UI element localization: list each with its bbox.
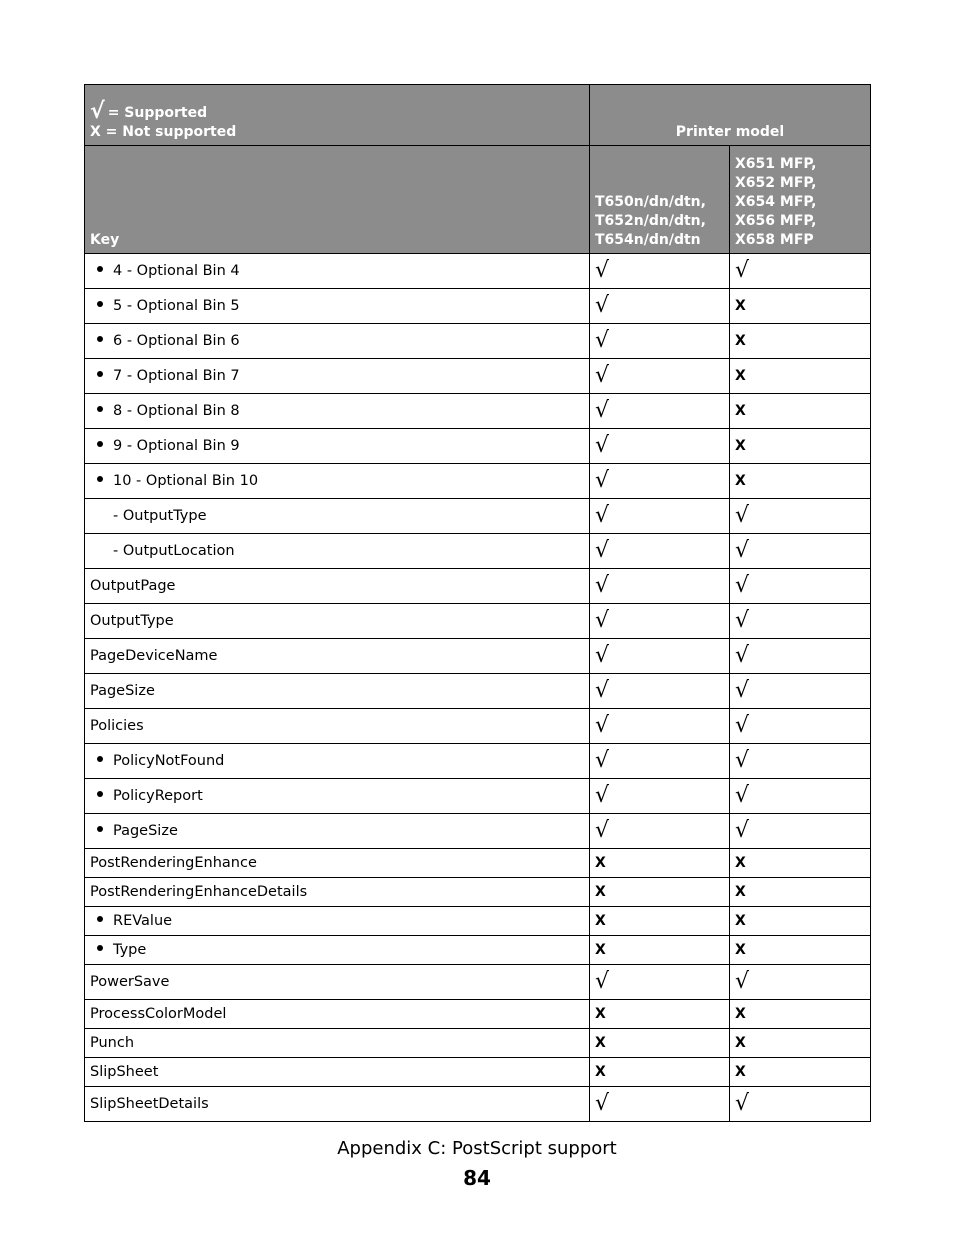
row-key-label: PageSize — [90, 683, 155, 699]
model-a-support-cell — [590, 849, 730, 878]
row-key-label: SlipSheet — [90, 1064, 159, 1080]
model-a-support-cell — [590, 965, 730, 1000]
table-row — [85, 394, 871, 429]
table-body — [85, 254, 871, 1122]
x-icon: X — [735, 942, 746, 958]
x-icon: X — [595, 1064, 606, 1080]
model-b-support-cell — [730, 965, 871, 1000]
table-row — [85, 464, 871, 499]
check-icon: √ — [595, 573, 610, 598]
bullet-icon — [97, 945, 103, 951]
model-a-support-cell — [590, 604, 730, 639]
model-a-support-cell — [590, 779, 730, 814]
row-key-label: OutputType — [90, 613, 174, 629]
legend-supported-label: = Supported — [107, 105, 208, 121]
model-b-support-cell — [730, 289, 871, 324]
row-key — [85, 878, 590, 907]
x-icon: X — [595, 913, 606, 929]
check-icon: √ — [735, 748, 750, 773]
check-icon: √ — [735, 818, 750, 843]
model-a-line: T650n/dn/dtn, — [595, 194, 706, 210]
model-b-support-cell — [730, 1029, 871, 1058]
row-key — [85, 936, 590, 965]
model-a-line: T654n/dn/dtn — [595, 232, 701, 248]
row-key — [85, 779, 590, 814]
row-key-label: Punch — [90, 1035, 135, 1051]
table-row — [85, 289, 871, 324]
model-b-support-cell — [730, 779, 871, 814]
check-icon: √ — [595, 643, 610, 668]
bullet-icon — [97, 406, 103, 412]
table-row — [85, 1000, 871, 1029]
bullet-icon — [97, 791, 103, 797]
table-row — [85, 779, 871, 814]
row-key — [85, 604, 590, 639]
check-icon: √ — [735, 969, 750, 994]
model-b-header — [730, 146, 871, 254]
row-key — [85, 1000, 590, 1029]
row-key — [85, 1029, 590, 1058]
check-icon: √ — [595, 1091, 610, 1116]
row-key — [85, 674, 590, 709]
check-icon: √ — [735, 573, 750, 598]
support-table — [84, 84, 871, 1122]
x-icon: X — [735, 333, 746, 349]
x-icon: X — [595, 855, 606, 871]
bullet-icon — [97, 336, 103, 342]
model-b-support-cell — [730, 936, 871, 965]
row-key — [85, 965, 590, 1000]
check-icon: √ — [595, 748, 610, 773]
table-row — [85, 604, 871, 639]
model-a-support-cell — [590, 464, 730, 499]
row-key — [85, 254, 590, 289]
check-icon: √ — [595, 468, 610, 493]
bullet-icon — [97, 476, 103, 482]
model-a-support-cell — [590, 639, 730, 674]
model-b-support-cell — [730, 394, 871, 429]
model-a-line: T652n/dn/dtn, — [595, 213, 706, 229]
model-b-line: X651 MFP, — [735, 156, 817, 172]
row-key — [85, 849, 590, 878]
x-icon: X — [595, 1035, 606, 1051]
model-a-support-cell — [590, 1000, 730, 1029]
check-icon: √ — [735, 608, 750, 633]
row-key — [85, 907, 590, 936]
row-key — [85, 324, 590, 359]
model-b-support-cell — [730, 429, 871, 464]
model-b-line: X654 MFP, — [735, 194, 817, 210]
x-icon: X — [735, 913, 746, 929]
model-b-support-cell — [730, 639, 871, 674]
row-key-label: PowerSave — [90, 974, 170, 990]
model-a-support-cell — [590, 936, 730, 965]
model-a-support-cell — [590, 1029, 730, 1058]
model-b-support-cell — [730, 604, 871, 639]
table-row — [85, 709, 871, 744]
bullet-icon — [97, 301, 103, 307]
model-a-support-cell — [590, 569, 730, 604]
row-key-label: PostRenderingEnhance — [90, 855, 257, 871]
bullet-icon — [97, 371, 103, 377]
legend-not-supported: X = Not supported — [90, 124, 237, 140]
x-icon: X — [735, 1064, 746, 1080]
row-key-label: - OutputType — [113, 508, 207, 524]
key-header: Key — [85, 146, 590, 254]
table-row — [85, 936, 871, 965]
model-b-support-cell — [730, 324, 871, 359]
row-key — [85, 534, 590, 569]
check-icon: √ — [735, 1091, 750, 1116]
model-b-support-cell — [730, 709, 871, 744]
table-row — [85, 1058, 871, 1087]
x-icon: X — [735, 1035, 746, 1051]
model-b-support-cell — [730, 359, 871, 394]
model-a-support-cell — [590, 429, 730, 464]
check-icon: √ — [595, 818, 610, 843]
x-icon: X — [735, 855, 746, 871]
legend-cell — [85, 85, 590, 146]
model-a-support-cell — [590, 814, 730, 849]
row-key-label: 8 - Optional Bin 8 — [113, 403, 240, 419]
check-icon: √ — [735, 783, 750, 808]
table-row — [85, 744, 871, 779]
check-icon: √ — [90, 99, 105, 124]
table-row — [85, 499, 871, 534]
x-icon: X — [735, 473, 746, 489]
row-key — [85, 814, 590, 849]
check-icon: √ — [595, 258, 610, 283]
table-row — [85, 534, 871, 569]
model-a-support-cell — [590, 1058, 730, 1087]
check-icon: √ — [735, 678, 750, 703]
row-key — [85, 289, 590, 324]
row-key — [85, 464, 590, 499]
x-icon: X — [735, 884, 746, 900]
check-icon: √ — [735, 538, 750, 563]
model-b-support-cell — [730, 744, 871, 779]
x-icon: X — [595, 942, 606, 958]
model-a-support-cell — [590, 499, 730, 534]
model-a-support-cell — [590, 534, 730, 569]
check-icon: √ — [735, 503, 750, 528]
x-icon: X — [735, 298, 746, 314]
table-row — [85, 324, 871, 359]
model-b-support-cell — [730, 1058, 871, 1087]
model-b-line: X658 MFP — [735, 232, 814, 248]
model-b-support-cell — [730, 254, 871, 289]
bullet-icon — [97, 441, 103, 447]
model-b-support-cell — [730, 878, 871, 907]
model-b-line: X656 MFP, — [735, 213, 817, 229]
check-icon: √ — [595, 783, 610, 808]
row-key-label: OutputPage — [90, 578, 176, 594]
check-icon: √ — [595, 363, 610, 388]
row-key-label: PostRenderingEnhanceDetails — [90, 884, 308, 900]
table-row — [85, 907, 871, 936]
table-row — [85, 254, 871, 289]
check-icon: √ — [595, 433, 610, 458]
row-key-label: Policies — [90, 718, 144, 734]
model-a-support-cell — [590, 907, 730, 936]
model-a-support-cell — [590, 878, 730, 907]
model-b-support-cell — [730, 534, 871, 569]
row-key-label: ProcessColorModel — [90, 1006, 227, 1022]
model-a-support-cell — [590, 674, 730, 709]
row-key-label: PageDeviceName — [90, 648, 218, 664]
model-b-support-cell — [730, 814, 871, 849]
check-icon: √ — [735, 643, 750, 668]
check-icon: √ — [595, 969, 610, 994]
model-a-support-cell — [590, 709, 730, 744]
bullet-icon — [97, 916, 103, 922]
printer-model-header: Printer model — [590, 85, 871, 146]
model-b-support-cell — [730, 499, 871, 534]
table-row — [85, 1087, 871, 1122]
bullet-icon — [97, 756, 103, 762]
row-key — [85, 394, 590, 429]
model-b-support-cell — [730, 569, 871, 604]
table-row — [85, 639, 871, 674]
x-icon: X — [595, 884, 606, 900]
check-icon: √ — [595, 398, 610, 423]
table-row — [85, 1029, 871, 1058]
table-row — [85, 429, 871, 464]
check-icon: √ — [595, 503, 610, 528]
row-key-label: 9 - Optional Bin 9 — [113, 438, 240, 454]
row-key-label: Type — [113, 942, 147, 958]
check-icon: √ — [735, 713, 750, 738]
model-b-support-cell — [730, 1000, 871, 1029]
row-key — [85, 499, 590, 534]
table-row — [85, 965, 871, 1000]
model-a-header — [590, 146, 730, 254]
model-b-line: X652 MFP, — [735, 175, 817, 191]
row-key — [85, 359, 590, 394]
table-row — [85, 814, 871, 849]
row-key — [85, 1058, 590, 1087]
row-key — [85, 709, 590, 744]
bullet-icon — [97, 826, 103, 832]
row-key — [85, 569, 590, 604]
row-key-label: 5 - Optional Bin 5 — [113, 298, 240, 314]
row-key-label: PolicyNotFound — [113, 753, 225, 769]
model-b-support-cell — [730, 674, 871, 709]
check-icon: √ — [595, 538, 610, 563]
page-number: 84 — [463, 1166, 491, 1190]
row-key-label: REValue — [113, 913, 173, 929]
model-a-support-cell — [590, 394, 730, 429]
table-row — [85, 569, 871, 604]
check-icon: √ — [595, 293, 610, 318]
x-icon: X — [735, 368, 746, 384]
row-key-label: - OutputLocation — [113, 543, 235, 559]
model-a-support-cell — [590, 359, 730, 394]
table-row — [85, 849, 871, 878]
table-row — [85, 674, 871, 709]
check-icon: √ — [595, 678, 610, 703]
bullet-icon — [97, 266, 103, 272]
model-a-support-cell — [590, 744, 730, 779]
x-icon: X — [595, 1006, 606, 1022]
row-key — [85, 429, 590, 464]
table-row — [85, 359, 871, 394]
x-icon: X — [735, 1006, 746, 1022]
model-a-support-cell — [590, 254, 730, 289]
check-icon: √ — [595, 328, 610, 353]
row-key — [85, 744, 590, 779]
model-b-support-cell — [730, 464, 871, 499]
table-row — [85, 878, 871, 907]
model-b-support-cell — [730, 907, 871, 936]
row-key — [85, 1087, 590, 1122]
row-key-label: PageSize — [113, 823, 178, 839]
check-icon: √ — [735, 258, 750, 283]
model-b-support-cell — [730, 849, 871, 878]
row-key-label: 10 - Optional Bin 10 — [113, 473, 259, 489]
model-b-support-cell — [730, 1087, 871, 1122]
legend-supported — [90, 101, 589, 123]
model-a-support-cell — [590, 1087, 730, 1122]
model-a-support-cell — [590, 289, 730, 324]
row-key-label: PolicyReport — [113, 788, 203, 804]
check-icon: √ — [595, 713, 610, 738]
check-icon: √ — [595, 608, 610, 633]
row-key-label: 7 - Optional Bin 7 — [113, 368, 240, 384]
footer-title: Appendix C: PostScript support — [337, 1138, 617, 1159]
x-icon: X — [735, 438, 746, 454]
x-icon: X — [735, 403, 746, 419]
row-key — [85, 639, 590, 674]
row-key-label: 4 - Optional Bin 4 — [113, 263, 240, 279]
row-key-label: 6 - Optional Bin 6 — [113, 333, 240, 349]
row-key-label: SlipSheetDetails — [90, 1096, 209, 1112]
model-a-support-cell — [590, 324, 730, 359]
